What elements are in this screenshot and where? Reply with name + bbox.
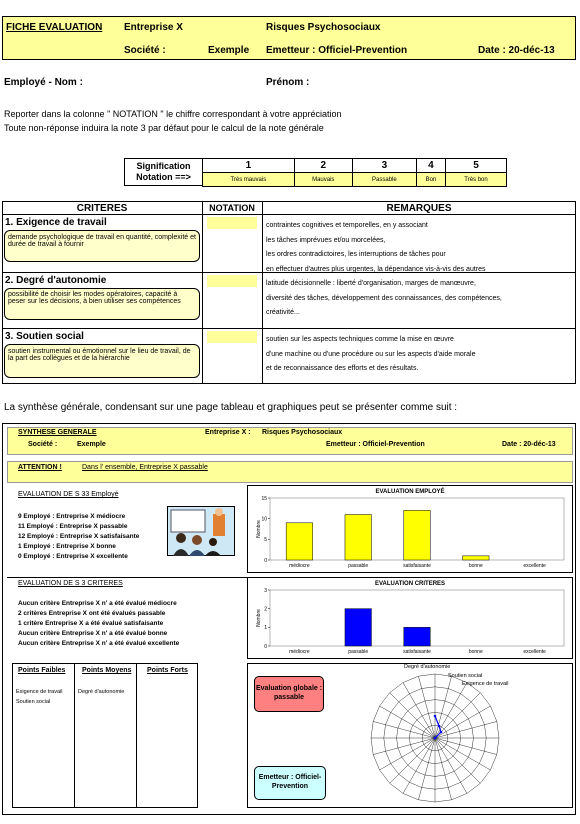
- notation-input-3[interactable]: [207, 331, 257, 343]
- scale-label: Bon: [416, 173, 445, 187]
- y-tick-label: 0: [264, 557, 267, 564]
- eval-line: 1 critère Entreprise X a été évalué satisfaisante: [18, 620, 164, 627]
- x-tick-label: médiocre: [289, 563, 310, 569]
- x-tick-label: satisfaisante: [403, 563, 431, 569]
- eval-employe-title: EVALUATION DE S 33 Employé: [18, 491, 119, 498]
- x-tick-label: passable: [348, 563, 369, 569]
- points-forts-header: Points Forts: [147, 667, 188, 674]
- criterion-title-3: 3. Soutien social: [5, 331, 84, 342]
- radar-spoke: [435, 738, 490, 770]
- y-tick-label: 10: [261, 516, 267, 523]
- col-sep: [74, 663, 75, 808]
- radar-label-autonomie: Degré d'autonomie: [404, 664, 451, 670]
- bar: [463, 556, 489, 560]
- y-tick-label: 1: [264, 625, 267, 632]
- eval-line: 11 Employé : Entreprise X passable: [18, 523, 128, 530]
- eval-line: Aucun critère Entreprise X n' a été évalué bonne: [18, 630, 168, 637]
- eval-line: 12 Employé : Entreprise X satisfaisante: [18, 533, 140, 540]
- header-emetteur: Emetteur : Officiel-Prevention: [266, 45, 408, 56]
- instruction-line-1: Reporter dans la colonne " NOTATION " le chiffre correspondant à votre appréciation: [4, 109, 342, 119]
- radar-spoke: [380, 706, 435, 738]
- radar-spoke: [373, 738, 435, 755]
- radar-spoke: [403, 683, 435, 738]
- remark-line: les ordres contradictoires, les interruptions de tâches pour: [266, 251, 446, 258]
- col-sep: [136, 663, 137, 808]
- header-societe-label: Société :: [124, 45, 166, 56]
- criterion-title-1: 1. Exigence de travail: [5, 217, 107, 228]
- synthese-date: Date : 20-déc-13: [502, 441, 556, 448]
- instruction-line-2: Toute non-réponse induira la note 3 par défaut pour le calcul de la note générale: [4, 123, 324, 133]
- y-tick-label: 5: [264, 537, 267, 544]
- remark-line: d'une machine ou d'une procédure ou sur les aspects d'aide morale: [266, 350, 476, 358]
- radar-point: [440, 731, 443, 734]
- radar-spoke: [403, 738, 435, 793]
- radar-spoke: [435, 706, 490, 738]
- radar-spoke: [390, 738, 435, 783]
- header-date: Date : 20-déc-13: [478, 45, 555, 56]
- header-societe-value: Exemple: [208, 45, 250, 56]
- synthese-societe-label: Société :: [28, 441, 58, 448]
- x-tick-label: bonne: [468, 563, 483, 569]
- bar: [286, 523, 312, 560]
- chart-title: EVALUATION CRITERES: [374, 581, 446, 587]
- row-sep: [2, 214, 576, 215]
- criterion-desc-1: demande psychologique de travail en quantité, complexité et durée de travail à fournir: [4, 230, 200, 262]
- y-axis-label: Nombre: [256, 520, 262, 538]
- scale-label: Passable: [352, 173, 416, 187]
- bar: [345, 515, 371, 560]
- scale-num: 5: [446, 159, 507, 173]
- remark-line: les tâches imprévues et/ou morcelées,: [266, 236, 386, 244]
- radar-point: [434, 737, 437, 740]
- synthese-societe-value: Exemple: [77, 441, 106, 448]
- chart-criteres: [248, 578, 572, 658]
- col-criteres: CRITERES: [76, 203, 128, 214]
- x-tick-label: passable: [348, 649, 369, 655]
- attention-message: Dans l' ensemble, Entreprise X passable: [82, 464, 208, 471]
- eval-employe-lines: [18, 512, 139, 562]
- prenom-label: Prénom :: [266, 77, 310, 88]
- points-faibles-header: Points Faibles: [18, 667, 66, 674]
- header-entreprise: Entreprise X: [124, 22, 183, 33]
- synthese-entreprise: Entreprise X :: [205, 429, 251, 436]
- employe-label: Employé - Nom :: [4, 77, 83, 88]
- x-tick-label: excellente: [523, 649, 546, 655]
- eval-line: 2 critères Entreprise X ont été évalués passable: [18, 610, 166, 617]
- criterion-remark-2: [266, 277, 502, 321]
- points-moyens-header: Points Moyens: [82, 667, 132, 674]
- points-faibles-items: [16, 687, 62, 707]
- notation-input-2[interactable]: [207, 275, 257, 287]
- point-item: Soutien social: [16, 699, 51, 705]
- y-tick-label: 0: [264, 643, 267, 650]
- scale-notation: Notation ==>: [136, 172, 191, 182]
- attention-label: ATTENTION !: [18, 464, 62, 471]
- eval-line: 1 Employé : Entreprise X bonne: [18, 543, 116, 550]
- criterion-remark-1: [266, 219, 486, 277]
- y-tick-label: 3: [264, 587, 267, 594]
- radar-spoke: [418, 738, 435, 800]
- radar-spoke: [435, 738, 452, 800]
- eval-line: Aucun critère Entreprise X n' a été évalué excellente: [18, 640, 180, 647]
- x-tick-label: médiocre: [289, 649, 310, 655]
- scale-label: Très bon: [446, 173, 507, 187]
- x-tick-label: satisfaisante: [403, 649, 431, 655]
- remark-line: en effectuer d'autres plus urgentes, la dépendance vis-à-vis des autres: [266, 265, 486, 273]
- notation-input-1[interactable]: [207, 217, 257, 229]
- synthese-intro: La synthèse générale, condensant sur une page tableau et graphiques peut se présenter comme suit :: [4, 402, 458, 413]
- scale-num: 1: [203, 159, 295, 173]
- scale-label: Mauvais: [294, 173, 352, 187]
- bar: [404, 627, 430, 646]
- eval-criteres-lines: [18, 599, 179, 649]
- remark-line: et de reconnaissance des efforts et des résultats.: [266, 365, 419, 372]
- radar-spoke: [435, 738, 480, 783]
- scale-num: 4: [416, 159, 445, 173]
- radar-label-exigence: Exigence de travail: [462, 681, 509, 687]
- evaluation-globale-box: Evaluation globale : passable: [254, 676, 324, 712]
- point-item: Degré d'autonomie: [78, 689, 125, 695]
- radar-spoke: [380, 738, 435, 770]
- col-remarques: REMARQUES: [386, 203, 452, 214]
- point-item: Exigence de travail: [16, 689, 63, 695]
- radar-spoke: [435, 738, 467, 793]
- eval-criteres-title: EVALUATION DE S 3 CRITERES: [18, 580, 123, 587]
- meeting-clipart: [167, 506, 235, 556]
- radar-spoke: [418, 676, 435, 738]
- bar: [404, 510, 430, 560]
- criterion-remark-3: [266, 333, 475, 377]
- y-axis-label: Nombre: [256, 609, 262, 627]
- scale-table: [202, 158, 507, 187]
- eval-line: Aucun critère Entreprise X n' a été évalué médiocre: [18, 600, 177, 607]
- radar-spoke: [435, 676, 452, 738]
- emetteur-box: Emetteur : Officiel-Prevention: [254, 766, 326, 800]
- col-notation: NOTATION: [209, 203, 255, 213]
- header-risques: Risques Psychosociaux: [266, 22, 381, 33]
- radar-spoke: [373, 721, 435, 738]
- col-sep: [202, 201, 203, 384]
- criterion-desc-3: soutien instrumental ou émotionnel sur le lieu de travail, de la part des collègues et de la hiérarchie: [4, 344, 200, 378]
- scale-labels: [124, 158, 202, 186]
- eval-line: 0 Employé : Entreprise X excellente: [18, 553, 128, 560]
- synthese-title: SYNTHESE GENERALE: [18, 429, 97, 436]
- radar-spoke: [390, 693, 435, 738]
- remark-line: diversité des tâches, développement des connaissances, des compétences,: [266, 294, 502, 302]
- col-sep: [262, 201, 263, 384]
- remark-line: créativité...: [266, 309, 300, 316]
- remark-line: contraintes cognitives et temporelles, en y associant: [266, 222, 428, 229]
- radar-point: [434, 715, 437, 718]
- synthese-risques: Risques Psychosociaux: [262, 429, 343, 436]
- radar-label-soutien: Soutien social: [448, 673, 483, 679]
- radar-spoke: [435, 738, 497, 755]
- radar-point: [438, 725, 441, 728]
- scale-label: Très mauvais: [203, 173, 295, 187]
- y-tick-label: 15: [261, 495, 267, 502]
- radar-spoke: [435, 721, 497, 738]
- x-tick-label: bonne: [468, 649, 483, 655]
- criterion-title-2: 2. Degré d'autonomie: [5, 275, 107, 286]
- chart-employe: [248, 486, 572, 572]
- scale-num: 3: [352, 159, 416, 173]
- criterion-desc-2: possibilité de choisir les modes opératoires, capacité à peser sur les décisions, à bien utiliser ses compétences: [4, 288, 200, 320]
- row-sep: [2, 328, 576, 329]
- bar: [345, 609, 371, 646]
- synthese-emetteur: Emetteur : Officiel-Prevention: [326, 441, 425, 448]
- points-moyens-items: [78, 687, 124, 697]
- points-table: [12, 663, 198, 808]
- remark-line: soutien sur les aspects techniques comme la mise en œuvre: [266, 336, 454, 343]
- scale-signification: Signification: [136, 161, 191, 171]
- y-tick-label: 2: [264, 606, 267, 613]
- fiche-title: FICHE EVALUATION: [6, 22, 103, 33]
- scale-num: 2: [294, 159, 352, 173]
- chart-title: EVALUATION EMPLOYÉ: [375, 489, 445, 495]
- eval-line: 9 Employé : Entreprise X médiocre: [18, 513, 126, 520]
- x-tick-label: excellente: [523, 563, 546, 569]
- remark-line: latitude décisionnelle : liberté d'organisation, marges de manœuvre,: [266, 280, 476, 287]
